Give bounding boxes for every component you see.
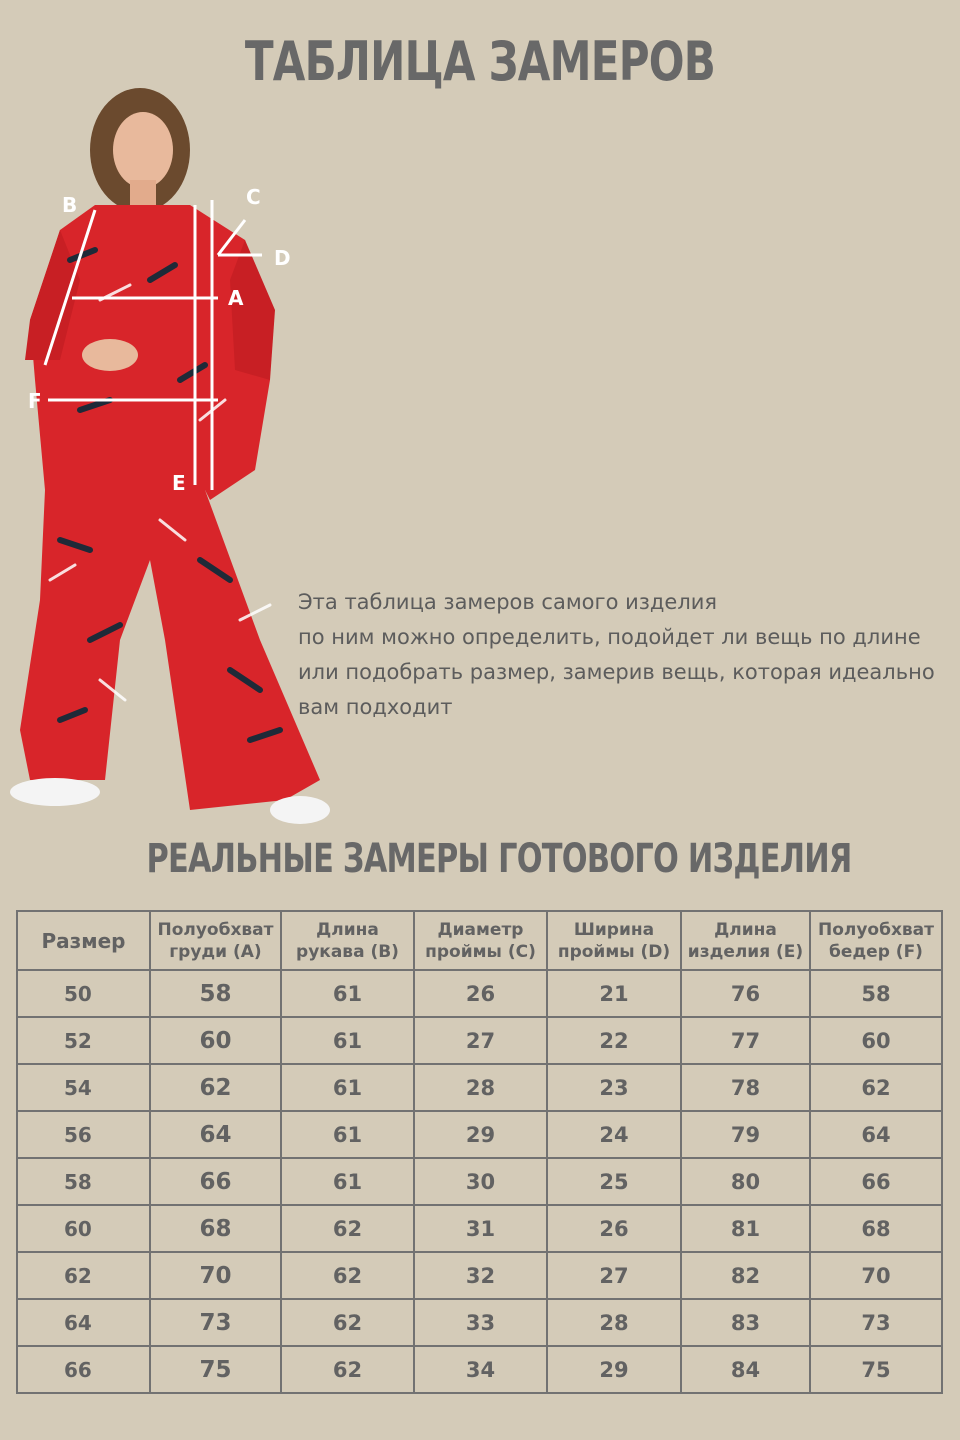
table-cell: 81 bbox=[681, 1205, 810, 1252]
label-f: F bbox=[28, 389, 42, 413]
table-title: РЕАЛЬНЫЕ ЗАМЕРЫ ГОТОВОГО ИЗДЕЛИЯ bbox=[146, 836, 852, 882]
table-cell: 26 bbox=[414, 970, 547, 1017]
table-cell: 83 bbox=[681, 1299, 810, 1346]
table-cell: 58 bbox=[17, 1158, 150, 1205]
table-cell: 61 bbox=[281, 1017, 414, 1064]
table-cell: 31 bbox=[414, 1205, 547, 1252]
table-cell: 27 bbox=[414, 1017, 547, 1064]
table-cell: 60 bbox=[150, 1017, 281, 1064]
table-cell: 64 bbox=[810, 1111, 942, 1158]
table-cell: 56 bbox=[17, 1111, 150, 1158]
table-cell: 77 bbox=[681, 1017, 810, 1064]
table-row bbox=[17, 1299, 942, 1346]
description-line: по ним можно определить, подойдет ли вещь по длине bbox=[298, 625, 921, 649]
table-cell: 61 bbox=[281, 1111, 414, 1158]
table-cell: 70 bbox=[150, 1252, 281, 1299]
table-cell: 62 bbox=[281, 1252, 414, 1299]
table-cell: 73 bbox=[810, 1299, 942, 1346]
description-line: или подобрать размер, замерив вещь, которая идеально bbox=[298, 660, 935, 684]
table-cell: 62 bbox=[281, 1346, 414, 1393]
table-cell: 23 bbox=[547, 1064, 681, 1111]
table-cell: 61 bbox=[281, 1158, 414, 1205]
table-cell: 62 bbox=[281, 1299, 414, 1346]
header-size: Размер bbox=[17, 911, 150, 970]
label-c: C bbox=[246, 185, 261, 209]
table-cell: 62 bbox=[150, 1064, 281, 1111]
table-cell: 64 bbox=[17, 1299, 150, 1346]
table-cell: 78 bbox=[681, 1064, 810, 1111]
table-cell: 29 bbox=[547, 1346, 681, 1393]
table-body bbox=[17, 970, 942, 1393]
label-e: E bbox=[172, 471, 186, 495]
table-cell: 68 bbox=[150, 1205, 281, 1252]
table-cell: 30 bbox=[414, 1158, 547, 1205]
table-row bbox=[17, 1252, 942, 1299]
header-hips: Полуобхват бедер (F) bbox=[810, 911, 942, 970]
description-text bbox=[298, 585, 958, 725]
table-cell: 75 bbox=[810, 1346, 942, 1393]
header-armhole-diameter: Диаметр проймы (C) bbox=[414, 911, 547, 970]
table-row bbox=[17, 1205, 942, 1252]
table-cell: 29 bbox=[414, 1111, 547, 1158]
model-measurement-figure bbox=[0, 80, 340, 830]
table-cell: 64 bbox=[150, 1111, 281, 1158]
table-cell: 60 bbox=[810, 1017, 942, 1064]
table-cell: 33 bbox=[414, 1299, 547, 1346]
face-shape bbox=[113, 112, 173, 188]
table-cell: 84 bbox=[681, 1346, 810, 1393]
table-row bbox=[17, 1158, 942, 1205]
table-cell: 58 bbox=[150, 970, 281, 1017]
table-row bbox=[17, 1017, 942, 1064]
table-cell: 62 bbox=[281, 1205, 414, 1252]
size-table bbox=[16, 910, 943, 1394]
table-cell: 50 bbox=[17, 970, 150, 1017]
table-cell: 61 bbox=[281, 1064, 414, 1111]
table-cell: 73 bbox=[150, 1299, 281, 1346]
table-cell: 22 bbox=[547, 1017, 681, 1064]
table-cell: 24 bbox=[547, 1111, 681, 1158]
table-cell: 82 bbox=[681, 1252, 810, 1299]
trousers-shape bbox=[20, 490, 320, 810]
table-cell: 75 bbox=[150, 1346, 281, 1393]
page-title: ТАБЛИЦА ЗАМЕРОВ bbox=[244, 30, 716, 93]
table-cell: 25 bbox=[547, 1158, 681, 1205]
table-header-row bbox=[17, 911, 942, 970]
table-cell: 27 bbox=[547, 1252, 681, 1299]
description-line: вам подходит bbox=[298, 695, 453, 719]
table-cell: 62 bbox=[17, 1252, 150, 1299]
table-cell: 58 bbox=[810, 970, 942, 1017]
header-sleeve: Длина рукава (B) bbox=[281, 911, 414, 970]
description-line: Эта таблица замеров самого изделия bbox=[298, 590, 718, 614]
table-row bbox=[17, 1346, 942, 1393]
table-cell: 34 bbox=[414, 1346, 547, 1393]
table-cell: 21 bbox=[547, 970, 681, 1017]
header-chest: Полуобхват груди (A) bbox=[150, 911, 281, 970]
table-cell: 80 bbox=[681, 1158, 810, 1205]
table-cell: 28 bbox=[414, 1064, 547, 1111]
table-cell: 32 bbox=[414, 1252, 547, 1299]
label-a: A bbox=[228, 286, 244, 310]
table-cell: 66 bbox=[17, 1346, 150, 1393]
table-cell: 62 bbox=[810, 1064, 942, 1111]
table-cell: 79 bbox=[681, 1111, 810, 1158]
table-cell: 52 bbox=[17, 1017, 150, 1064]
table-cell: 66 bbox=[150, 1158, 281, 1205]
label-b: B bbox=[62, 193, 78, 217]
header-length: Длина изделия (E) bbox=[681, 911, 810, 970]
table-cell: 54 bbox=[17, 1064, 150, 1111]
table-cell: 28 bbox=[547, 1299, 681, 1346]
table-cell: 76 bbox=[681, 970, 810, 1017]
table-cell: 60 bbox=[17, 1205, 150, 1252]
table-row bbox=[17, 1064, 942, 1111]
table-cell: 66 bbox=[810, 1158, 942, 1205]
table-cell: 68 bbox=[810, 1205, 942, 1252]
table-row bbox=[17, 1111, 942, 1158]
label-d: D bbox=[274, 246, 291, 270]
header-armhole-width: Ширина проймы (D) bbox=[547, 911, 681, 970]
table-cell: 26 bbox=[547, 1205, 681, 1252]
table-row bbox=[17, 970, 942, 1017]
table-cell: 70 bbox=[810, 1252, 942, 1299]
table-cell: 61 bbox=[281, 970, 414, 1017]
